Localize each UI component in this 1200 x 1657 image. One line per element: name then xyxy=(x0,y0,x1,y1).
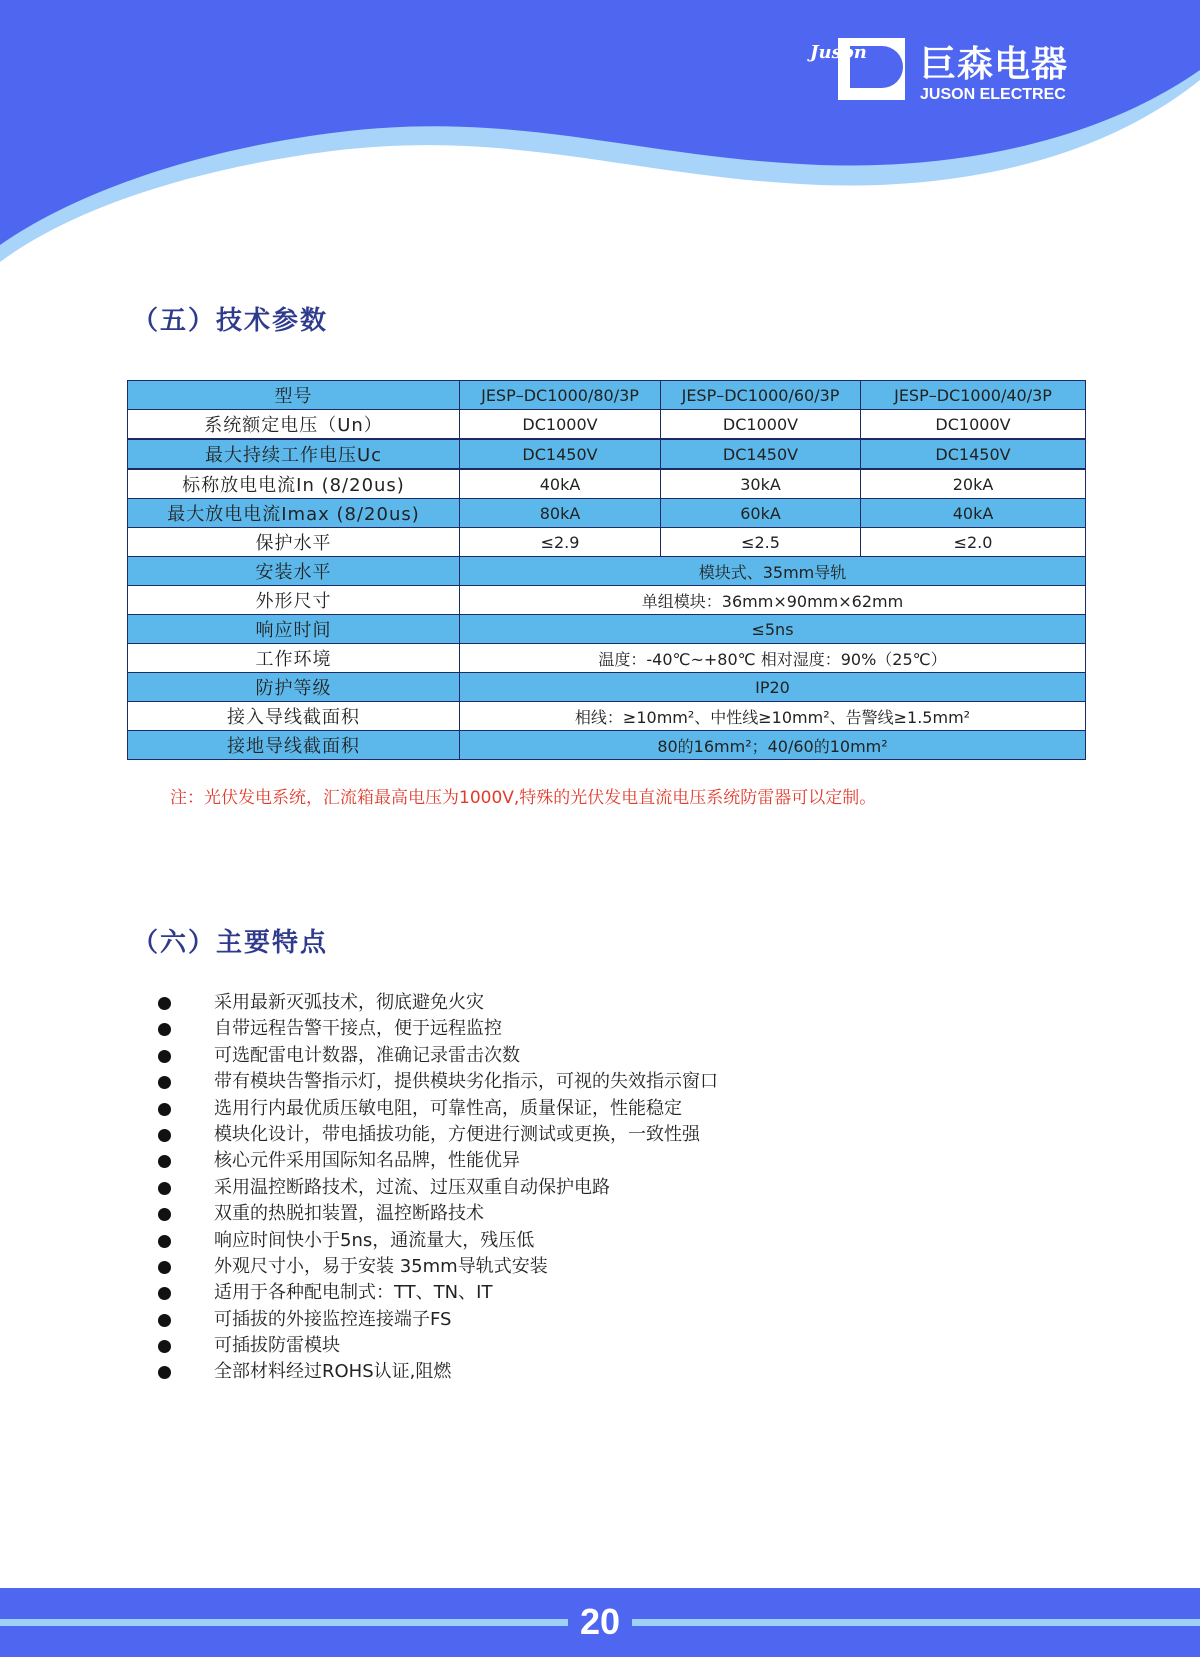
spec-table xyxy=(127,380,1086,760)
list-item xyxy=(158,1201,718,1227)
merged-cell-value: 模块式、35mm导轨 xyxy=(460,557,1086,586)
table-row xyxy=(128,410,1086,440)
row-label: 接地导线截面积 xyxy=(128,731,460,760)
table-row xyxy=(128,615,1086,644)
cell-value: DC1000V xyxy=(661,410,861,440)
feature-list xyxy=(158,990,718,1386)
feature-text: 全部材料经过ROHS认证,阻燃 xyxy=(214,1361,452,1383)
section-title-tech-params: （五）技术参数 xyxy=(132,306,329,336)
cell-value: ≤2.0 xyxy=(861,528,1086,557)
header-label: 型号 xyxy=(128,381,460,410)
brand-name-cn: 巨森电器 xyxy=(920,43,1069,85)
merged-cell-value: 80的16mm²；40/60的10mm² xyxy=(460,731,1086,760)
table-row xyxy=(128,557,1086,586)
row-label: 接入导线截面积 xyxy=(128,702,460,731)
footer-line-left xyxy=(0,1619,568,1626)
cell-value: DC1450V xyxy=(460,439,661,469)
bullet-icon xyxy=(158,1182,171,1195)
table-row xyxy=(128,469,1086,499)
list-item xyxy=(158,1122,718,1148)
cell-value: ≤2.5 xyxy=(661,528,861,557)
cell-value: DC1000V xyxy=(861,410,1086,440)
logo-script: Juson xyxy=(810,42,867,63)
feature-text: 可选配雷电计数器，准确记录雷击次数 xyxy=(214,1044,520,1066)
row-label: 标称放电电流In (8/20us) xyxy=(128,469,460,499)
table-row xyxy=(128,528,1086,557)
bullet-icon xyxy=(158,997,171,1010)
list-item xyxy=(158,1254,718,1280)
bullet-icon xyxy=(158,1076,171,1089)
footer-line-right xyxy=(632,1619,1200,1626)
table-header-row xyxy=(128,381,1086,410)
bullet-icon xyxy=(158,1287,171,1300)
bullet-icon xyxy=(158,1155,171,1168)
list-item xyxy=(158,1043,718,1069)
row-label: 保护水平 xyxy=(128,528,460,557)
merged-cell-value: 温度：-40℃~+80℃ 相对湿度：90%（25℃） xyxy=(460,644,1086,673)
list-item xyxy=(158,1359,718,1385)
cell-value: ≤2.9 xyxy=(460,528,661,557)
feature-text: 自带远程告警干接点，便于远程监控 xyxy=(214,1018,502,1040)
table-row xyxy=(128,731,1086,760)
bullet-icon xyxy=(158,1129,171,1142)
list-item xyxy=(158,1280,718,1306)
cell-value: 80kA xyxy=(460,499,661,528)
page-number: 20 xyxy=(579,1601,621,1642)
table-row xyxy=(128,644,1086,673)
table-note: 注：光伏发电系统，汇流箱最高电压为1000V,特殊的光伏发电直流电压系统防雷器可以定制。 xyxy=(170,788,877,808)
bullet-icon xyxy=(158,1340,171,1353)
feature-text: 选用行内最优质压敏电阻，可靠性高，质量保证，性能稳定 xyxy=(214,1097,682,1119)
feature-text: 可插拔防雷模块 xyxy=(214,1335,340,1357)
feature-text: 核心元件采用国际知名品牌，性能优异 xyxy=(214,1150,520,1172)
feature-text: 双重的热脱扣装置，温控断路技术 xyxy=(214,1203,484,1225)
merged-cell-value: ≤5ns xyxy=(460,615,1086,644)
list-item xyxy=(158,1016,718,1042)
feature-text: 采用最新灭弧技术，彻底避免火灾 xyxy=(214,992,484,1013)
feature-text: 响应时间快小于5ns，通流量大，残压低 xyxy=(214,1229,535,1251)
row-label: 外形尺寸 xyxy=(128,586,460,615)
table-row xyxy=(128,439,1086,469)
cell-value: DC1450V xyxy=(861,439,1086,469)
cell-value: 20kA xyxy=(861,469,1086,499)
row-label: 工作环境 xyxy=(128,644,460,673)
model-header: JESP–DC1000/80/3P xyxy=(460,381,661,410)
row-label: 最大放电电流Imax (8/20us) xyxy=(128,499,460,528)
bullet-icon xyxy=(158,1261,171,1274)
table-row xyxy=(128,499,1086,528)
merged-cell-value: IP20 xyxy=(460,673,1086,702)
feature-text: 可插拔的外接监控连接端子FS xyxy=(214,1308,452,1330)
row-label: 安装水平 xyxy=(128,557,460,586)
list-item xyxy=(158,1307,718,1333)
list-item xyxy=(158,1228,718,1254)
row-label: 系统额定电压（Un） xyxy=(128,410,460,440)
list-item xyxy=(158,1175,718,1201)
list-item xyxy=(158,1148,718,1174)
list-item xyxy=(158,1333,718,1359)
feature-text: 带有模块告警指示灯，提供模块劣化指示，可视的失效指示窗口 xyxy=(214,1071,718,1093)
brand-name-en: JUSON ELECTREC xyxy=(920,86,1066,103)
bullet-icon xyxy=(158,1366,171,1379)
table-row xyxy=(128,673,1086,702)
model-header: JESP–DC1000/60/3P xyxy=(661,381,861,410)
list-item xyxy=(158,990,718,1016)
bullet-icon xyxy=(158,1023,171,1036)
bullet-icon xyxy=(158,1314,171,1327)
table-row xyxy=(128,702,1086,731)
section-title-features: （六）主要特点 xyxy=(132,928,329,958)
feature-text: 采用温控断路技术，过流、过压双重自动保护电路 xyxy=(214,1176,610,1198)
list-item xyxy=(158,1096,718,1122)
cell-value: 40kA xyxy=(861,499,1086,528)
bullet-icon xyxy=(158,1208,171,1221)
list-item xyxy=(158,1069,718,1095)
feature-text: 适用于各种配电制式：TT、TN、IT xyxy=(214,1282,493,1304)
cell-value: DC1450V xyxy=(661,439,861,469)
row-label: 防护等级 xyxy=(128,673,460,702)
merged-cell-value: 相线：≥10mm²、中性线≥10mm²、告警线≥1.5mm² xyxy=(460,702,1086,731)
bullet-icon xyxy=(158,1103,171,1116)
merged-cell-value: 单组模块：36mm×90mm×62mm xyxy=(460,586,1086,615)
cell-value: DC1000V xyxy=(460,410,661,440)
bullet-icon xyxy=(158,1235,171,1248)
table-row xyxy=(128,586,1086,615)
cell-value: 60kA xyxy=(661,499,861,528)
row-label: 响应时间 xyxy=(128,615,460,644)
bullet-icon xyxy=(158,1050,171,1063)
row-label: 最大持续工作电压Uc xyxy=(128,439,460,469)
cell-value: 30kA xyxy=(661,469,861,499)
cell-value: 40kA xyxy=(460,469,661,499)
feature-text: 模块化设计，带电插拔功能，方便进行测试或更换，一致性强 xyxy=(214,1123,700,1145)
model-header: JESP–DC1000/40/3P xyxy=(861,381,1086,410)
feature-text: 外观尺寸小，易于安装 35mm导轨式安装 xyxy=(214,1255,548,1277)
